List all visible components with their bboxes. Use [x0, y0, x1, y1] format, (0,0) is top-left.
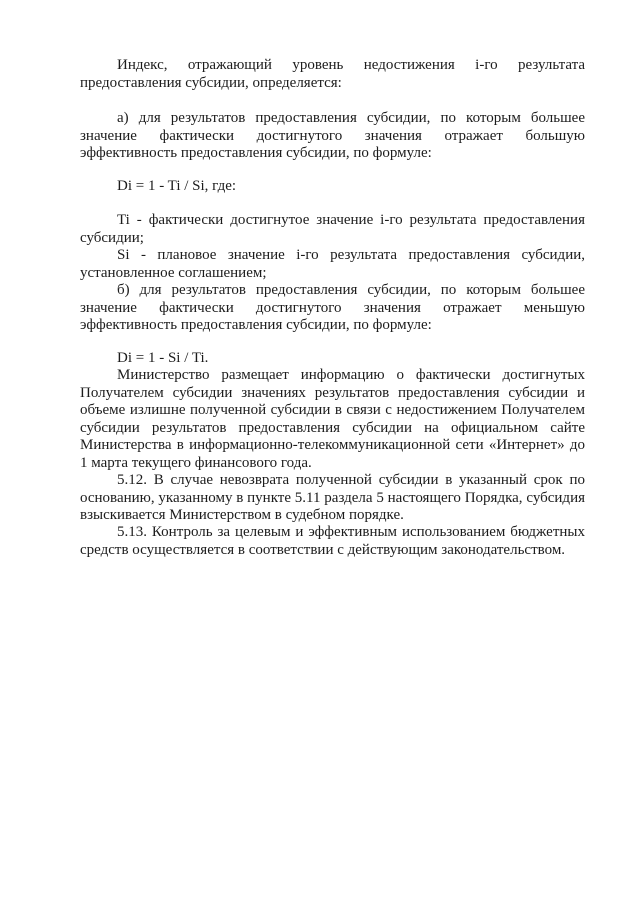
paragraph-index-definition: Индекс, отражающий уровень недостижения i-го результата предоставления субсидии, определяется: [80, 57, 585, 91]
paragraph-case-b: б) для результатов предоставления субсидии, по которым большее значение фактически достигнутого значения отражает меньшую эффективность предоставления субсидии, по формуле: [80, 282, 585, 333]
paragraph-5-13: 5.13. Контроль за целевым и эффективным использованием бюджетных средств осуществляется в соответствии с действующим законодательством. [80, 524, 585, 558]
formula-case-a: Di = 1 - Ti / Si, где: [117, 178, 237, 194]
paragraph-5-12: 5.12. В случае невозврата полученной субсидии в указанный срок по основанию, указанному в пункте 5.11 раздела 5 настоящего Порядка, субсидия взыскивается Министерством в судебном порядке. [80, 472, 585, 523]
paragraph-ti-definition: Ti - фактически достигнутое значение i-го результата предоставления субсидии; [80, 212, 585, 246]
paragraph-ministry-publication: Министерство размещает информацию о фактически достигнутых Получателем субсидии значениях результатов предоставления субсидии и объеме излишне полученной субсидии в связи с недостижением Получателем субсидии результатов предоставления субсидии на официальном сайте Министерства в информационно-телекоммуникационной сети «Интернет» до 1 марта текущего финансового года. [80, 367, 585, 471]
paragraph-case-a: а) для результатов предоставления субсидии, по которым большее значение фактически достигнутого значения отражает большую эффективность предоставления субсидии, по формуле: [80, 110, 585, 161]
paragraph-si-definition: Si - плановое значение i-го результата предоставления субсидии, установленное соглашением; [80, 247, 585, 281]
formula-case-b: Di = 1 - Si / Ti. [117, 350, 209, 366]
